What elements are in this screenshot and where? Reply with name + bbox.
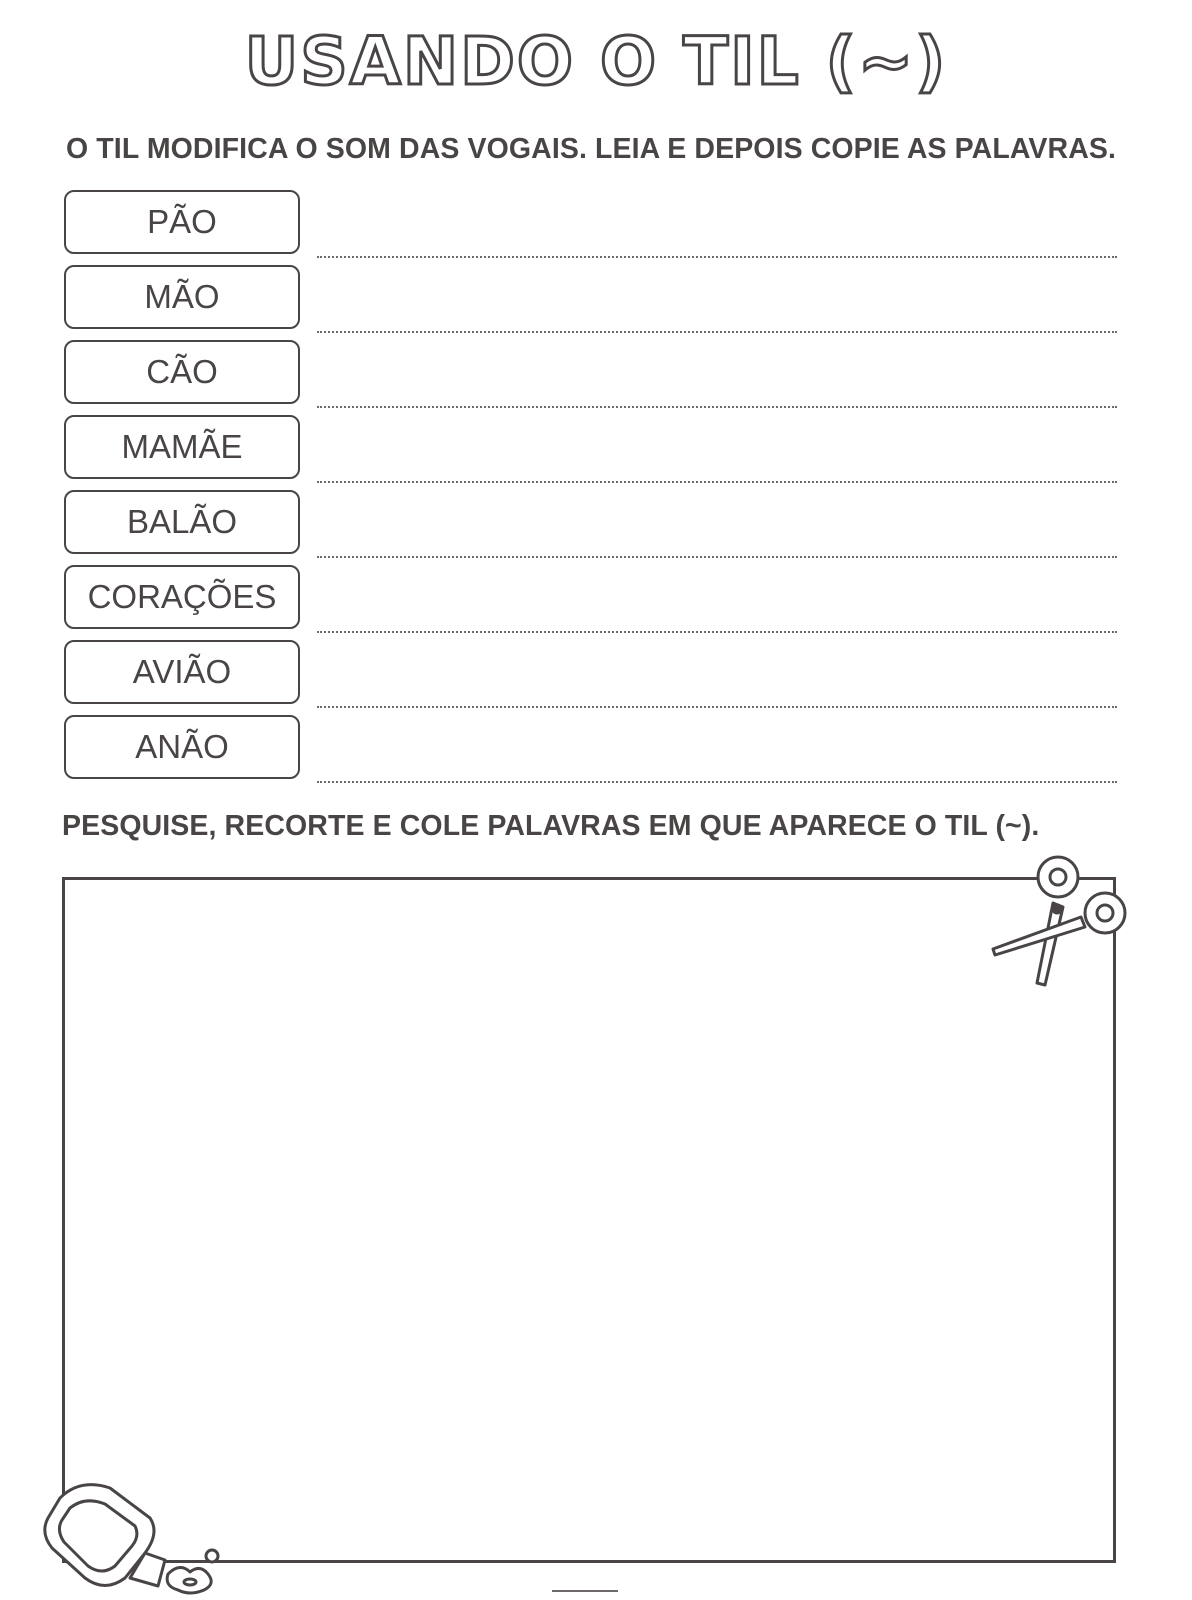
word-row <box>62 415 1142 490</box>
writing-line[interactable] <box>317 256 1117 258</box>
word-box: CÃO <box>64 340 300 404</box>
word-box: ANÃO <box>64 715 300 779</box>
word-box: MAMÃE <box>64 415 300 479</box>
copy-instruction: O TIL MODIFICA O SOM DAS VOGAIS. LEIA E DEPOIS COPIE AS PALAVRAS. <box>66 133 1117 165</box>
word-box: BALÃO <box>64 490 300 554</box>
word-row <box>62 190 1142 265</box>
footer-mark <box>552 1590 618 1592</box>
glue-bottle-icon <box>40 1478 240 1598</box>
word-row <box>62 340 1142 415</box>
word-box: CORAÇÕES <box>64 565 300 629</box>
word-row <box>62 715 1142 790</box>
word-row <box>62 640 1142 715</box>
paste-area[interactable] <box>62 877 1116 1563</box>
page-title: USANDO O TIL (~) <box>244 23 948 100</box>
word-box: PÃO <box>64 190 300 254</box>
writing-line[interactable] <box>317 631 1117 633</box>
word-list <box>62 190 1142 790</box>
word-row <box>62 490 1142 565</box>
writing-line[interactable] <box>317 706 1117 708</box>
writing-line[interactable] <box>317 481 1117 483</box>
research-instruction: PESQUISE, RECORTE E COLE PALAVRAS EM QUE APARECE O TIL (~). <box>62 810 1040 842</box>
scissors-icon <box>985 855 1135 1005</box>
writing-line[interactable] <box>317 781 1117 783</box>
word-box: AVIÃO <box>64 640 300 704</box>
writing-line[interactable] <box>317 406 1117 408</box>
word-row <box>62 565 1142 640</box>
word-box: MÃO <box>64 265 300 329</box>
writing-line[interactable] <box>317 556 1117 558</box>
word-row <box>62 265 1142 340</box>
writing-line[interactable] <box>317 331 1117 333</box>
